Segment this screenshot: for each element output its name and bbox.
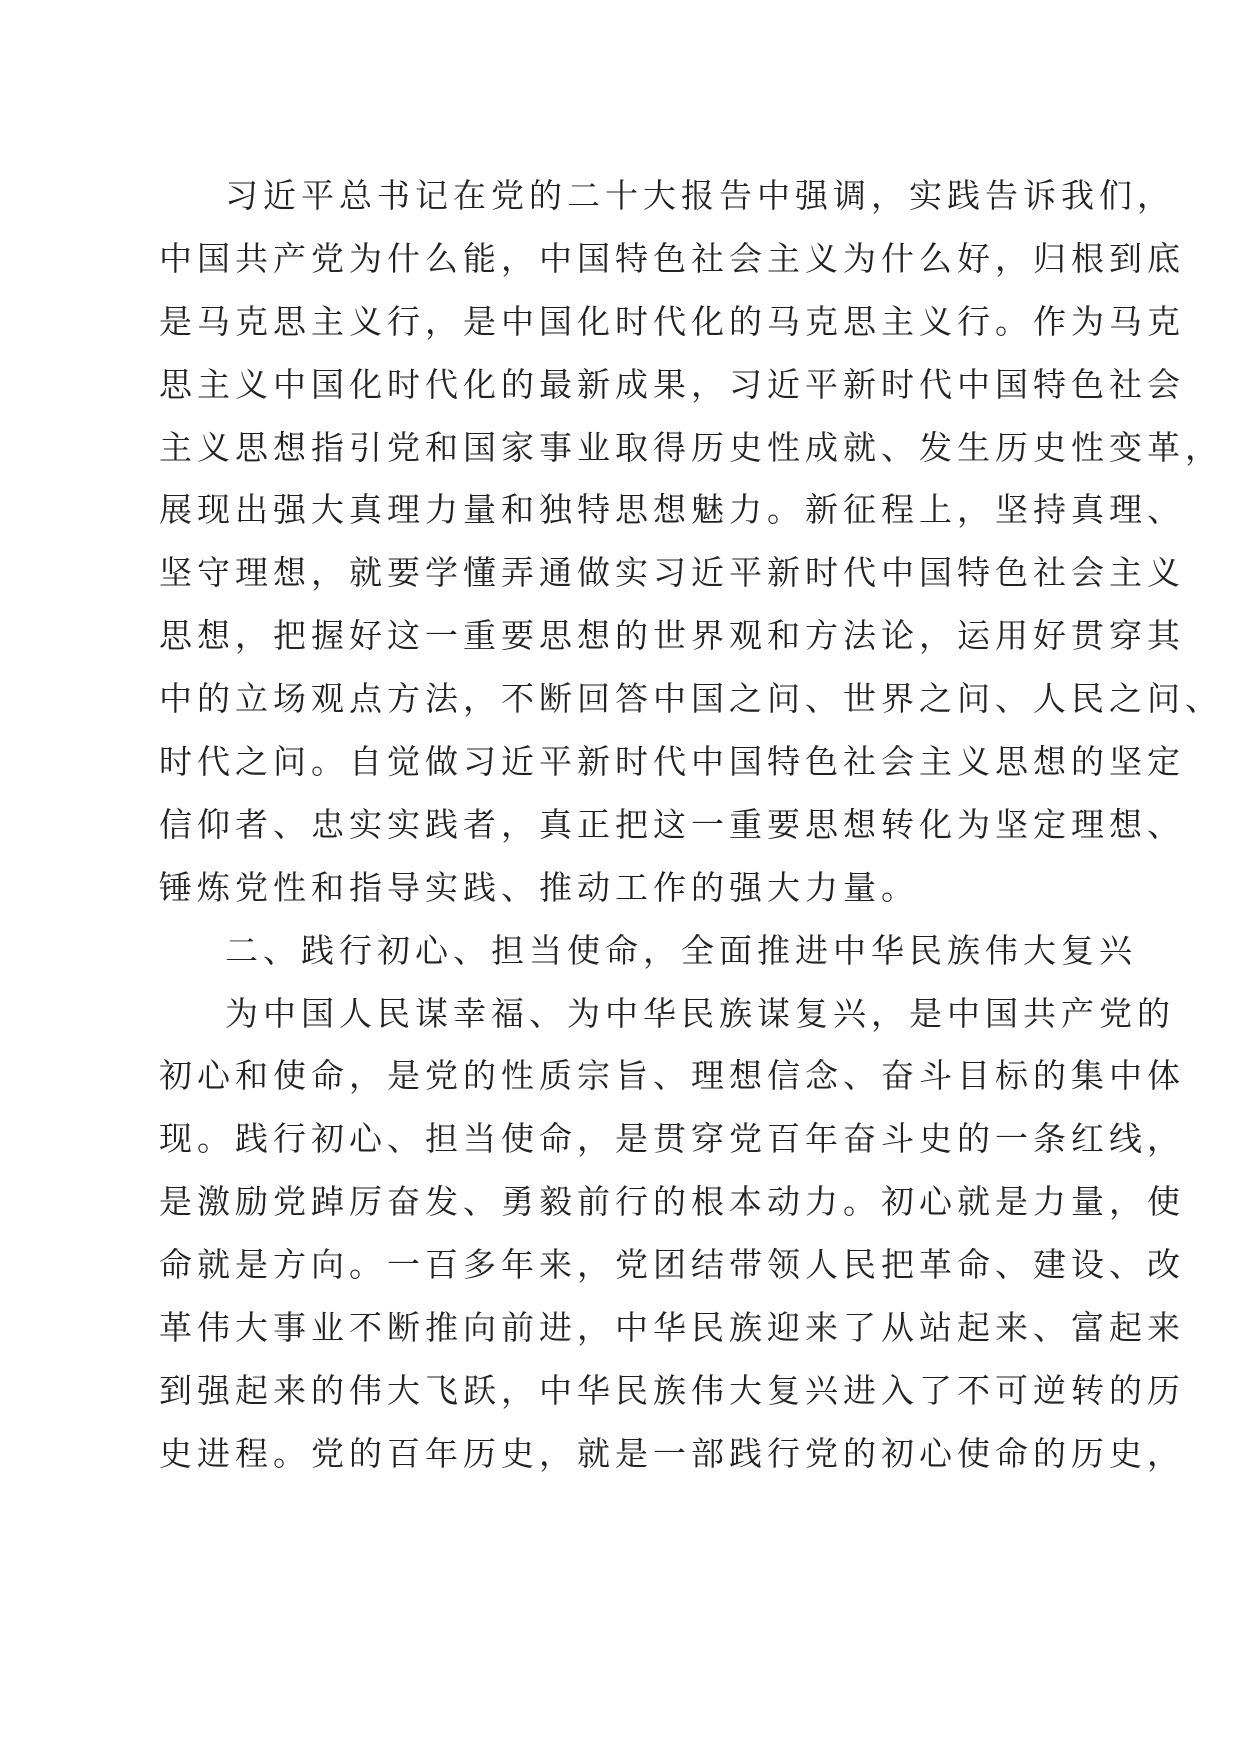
paragraph-line: 中的立场观点方法，不断回答中国之问、世界之问、人民之问、 [159,679,1223,719]
paragraph-line: 是马克思主义行，是中国化时代化的马克思主义行。作为马克 [159,301,1185,341]
paragraph-line: 史进程。党的百年历史，就是一部践行党的初心使命的历史， [159,1433,1185,1473]
paragraph-line: 为中国人民谋幸福、为中华民族谋复兴，是中国共产党的 [225,993,1175,1033]
paragraph-line: 思主义中国化时代化的最新成果，习近平新时代中国特色社会 [159,364,1185,404]
paragraph-line: 命就是方向。一百多年来，党团结带领人民把革命、建设、改 [159,1245,1185,1285]
paragraph-line: 习近平总书记在党的二十大报告中强调，实践告诉我们， [225,176,1175,215]
paragraph-line: 展现出强大真理力量和独特思想魅力。新征程上，坚持真理、 [159,490,1185,530]
paragraph-line: 初心和使命，是党的性质宗旨、理想信念、奋斗目标的集中体 [159,1056,1185,1096]
paragraph-line: 是激励党踔厉奋发、勇毅前行的根本动力。初心就是力量，使 [159,1182,1185,1222]
paragraph-line: 革伟大事业不断推向前进，中华民族迎来了从站起来、富起来 [159,1308,1185,1348]
paragraph-line: 现。践行初心、担当使命，是贯穿党百年奋斗史的一条红线， [159,1119,1185,1159]
document-body [159,165,1223,1486]
paragraph-line: 主义思想指引党和国家事业取得历史性成就、发生历史性变革， [159,427,1223,467]
paragraph-line: 锤炼党性和指导实践、推动工作的强大力量。 [159,867,919,907]
paragraph-line: 时代之问。自觉做习近平新时代中国特色社会主义思想的坚定 [159,742,1185,782]
section-heading: 二、践行初心、担当使命，全面推进中华民族伟大复兴 [225,930,1137,970]
paragraph-line: 中国共产党为什么能，中国特色社会主义为什么好，归根到底 [159,238,1185,278]
paragraph-line: 坚守理想，就要学懂弄通做实习近平新时代中国特色社会主义 [159,553,1185,593]
paragraph-line: 信仰者、忠实实践者，真正把这一重要思想转化为坚定理想、 [159,804,1185,844]
paragraph-line: 到强起来的伟大飞跃，中华民族伟大复兴进入了不可逆转的历 [159,1370,1185,1410]
paragraph-line: 思想，把握好这一重要思想的世界观和方法论，运用好贯穿其 [159,616,1185,656]
